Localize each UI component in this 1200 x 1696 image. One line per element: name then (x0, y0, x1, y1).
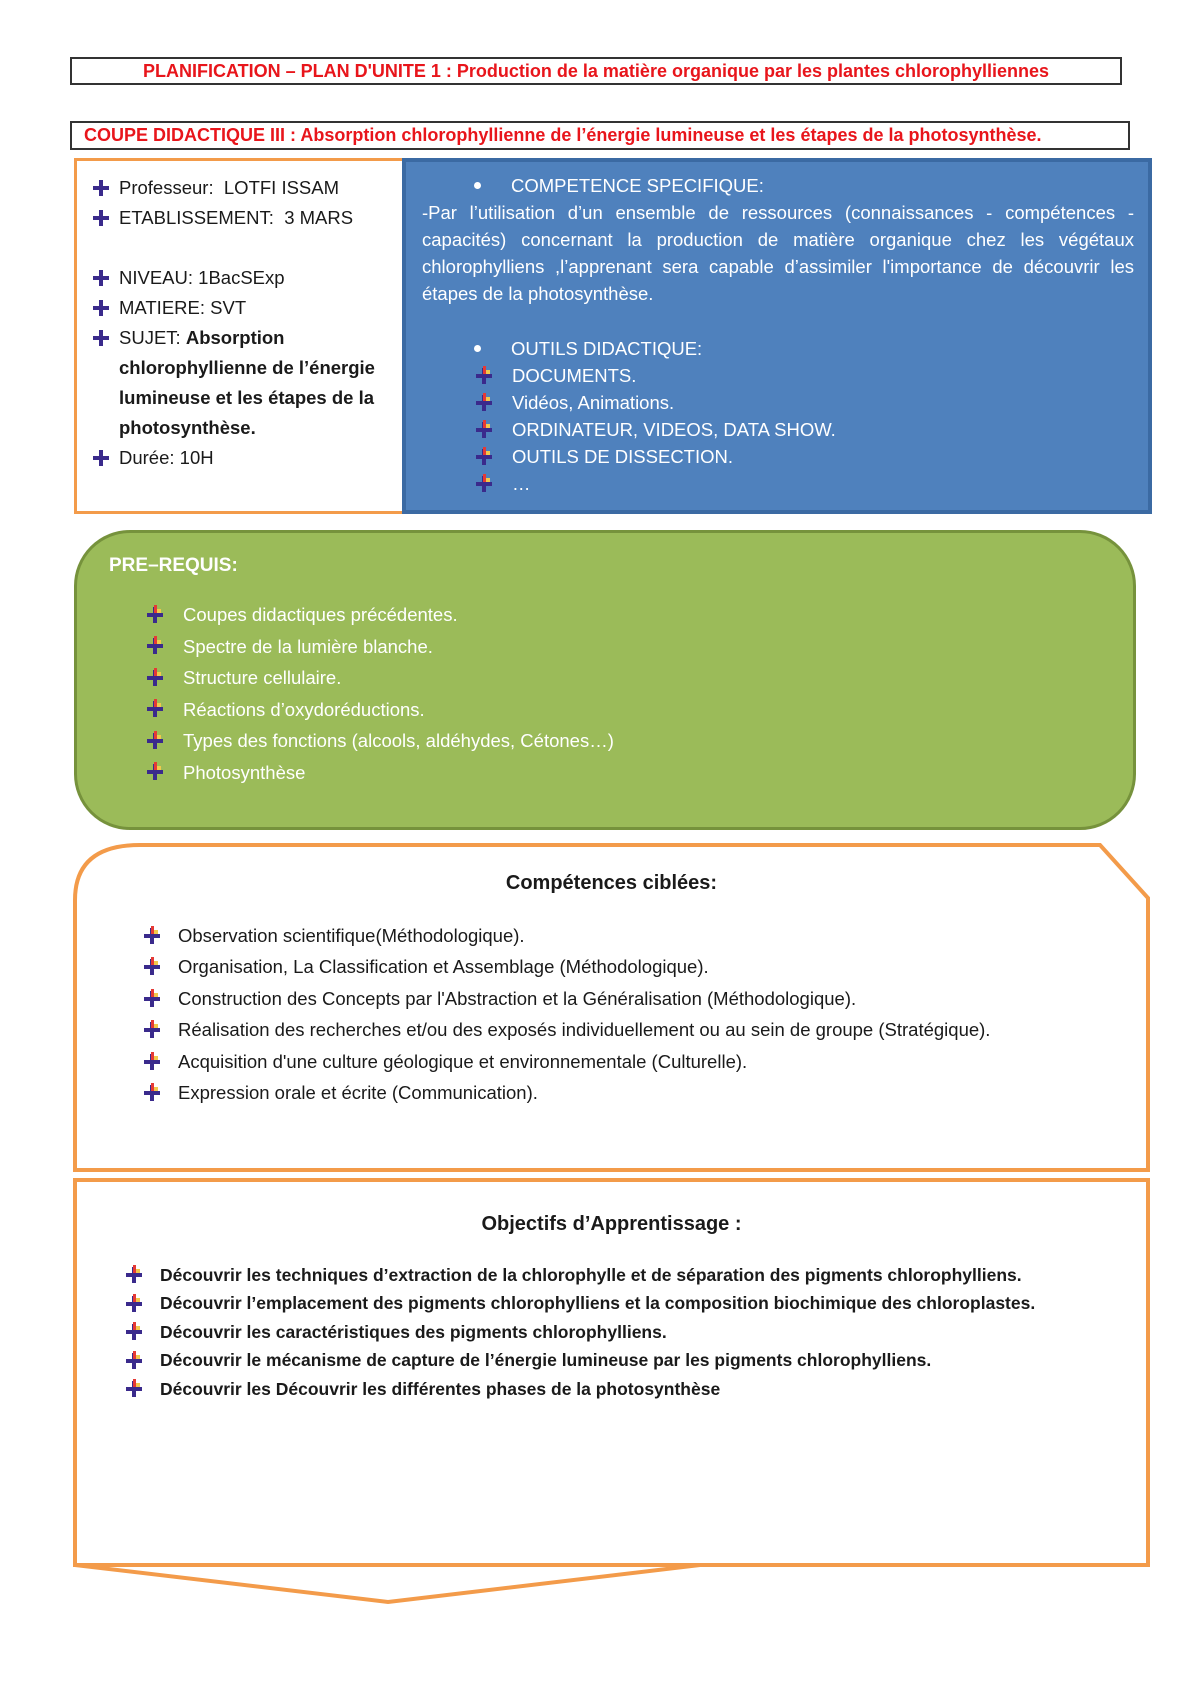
prerequis-item: Structure cellulaire. (109, 662, 1133, 694)
sujet-label: SUJET: (119, 327, 181, 348)
objectif-item: Découvrir le mécanisme de capture de l’énergie lumineuse par les pigments chlorophylliens. (124, 1347, 1134, 1376)
objectif-item: Découvrir l’emplacement des pigments chlorophylliens et la composition biochimique des chloroplastes. (124, 1290, 1134, 1319)
competence-item: Expression orale et écrite (Communication). (142, 1078, 1132, 1110)
etablissement-label: ETABLISSEMENT: (119, 207, 274, 228)
outils-item: … (422, 470, 1134, 497)
prerequis-title: PRE–REQUIS: (109, 555, 238, 576)
objectif-item: Découvrir les caractéristiques des pigments chlorophylliens. (124, 1318, 1134, 1347)
etablissement-value: 3 MARS (284, 207, 354, 228)
competences-ciblees-list (142, 920, 1132, 1109)
competences-ciblees-title: Compétences ciblées: (505, 872, 718, 894)
competence-item: Organisation, La Classification et Assemblage (Méthodologique). (142, 952, 1132, 984)
outils-item: OUTILS DE DISSECTION. (422, 443, 1134, 470)
competence-item: Construction des Concepts par l'Abstraction et la Généralisation (Méthodologique). (142, 983, 1132, 1015)
bullet-icon (142, 926, 162, 946)
objectif-item: Découvrir les Découvrir les différentes phases de la photosynthèse (124, 1375, 1134, 1404)
bullet-icon (142, 1020, 162, 1040)
matiere-value: SVT (210, 297, 247, 318)
sujet-line: lumineuse et les étapes de la (119, 387, 374, 408)
competence-title: COMPETENCE SPECIFIQUE: (511, 175, 764, 196)
outils-item: DOCUMENTS. (422, 362, 1134, 389)
bullet-icon (124, 1351, 144, 1371)
objectif-item: Découvrir les techniques d’extraction de la chlorophylle et de séparation des pigments chlorophylliens. (124, 1261, 1134, 1290)
outils-item: ORDINATEUR, VIDEOS, DATA SHOW. (422, 416, 1134, 443)
prerequis-item: Photosynthèse (109, 757, 1133, 789)
competence-item: Observation scientifique(Méthodologique). (142, 920, 1132, 952)
prerequis-item: Coupes didactiques précédentes. (109, 599, 1133, 631)
bullet-icon (142, 1083, 162, 1103)
niveau-label: NIVEAU: (119, 267, 194, 288)
page-title: PLANIFICATION – PLAN D'UNITE 1 : Production de la matière organique par les plantes chlorophylliennes (70, 57, 1122, 85)
prerequis-item: Spectre de la lumière blanche. (109, 631, 1133, 663)
bullet-icon (142, 1052, 162, 1072)
bullet-icon (124, 1294, 144, 1314)
duree-value: 10H (179, 447, 214, 468)
professeur-label: Professeur: (119, 177, 214, 198)
outils-title: OUTILS DIDACTIQUE: (511, 338, 703, 359)
bullet-icon (142, 957, 162, 977)
niveau-value: 1BacSExp (198, 267, 285, 288)
bullet-icon (124, 1322, 144, 1342)
competence-item: Acquisition d'une culture géologique et environnementale (Culturelle). (142, 1046, 1132, 1078)
bullet-icon (124, 1379, 144, 1399)
bullet-icon (124, 1265, 144, 1285)
bullet-icon (142, 989, 162, 1009)
outils-item: Vidéos, Animations. (422, 389, 1134, 416)
prerequis-item: Types des fonctions (alcools, aldéhydes, Cétones…) (109, 725, 1133, 757)
objectifs-list (124, 1261, 1134, 1404)
matiere-label: MATIERE: (119, 297, 205, 318)
sujet-line: chlorophyllienne de l’énergie (119, 357, 375, 378)
competence-text: -Par l’utilisation d’un ensemble de ressources (connaissances - compétences - capacités) concernant la production de matière organique chez les végétaux chlorophylliens ,l’apprenant sera capable d’assimiler l'importance de découvrir les étapes de la photosynthèse. (422, 202, 1134, 304)
prerequis-item: Réactions d’oxydoréductions. (109, 694, 1133, 726)
sujet-line: photosynthèse. (119, 417, 256, 438)
professeur-value: LOTFI ISSAM (223, 177, 340, 198)
duree-label: Durée: (119, 447, 175, 468)
sujet-line: Absorption (185, 327, 285, 348)
objectifs-title: Objectifs d’Apprentissage : (481, 1213, 742, 1235)
coupe-didactique-title: COUPE DIDACTIQUE III : Absorption chlorophyllienne de l’énergie lumineuse et les étapes de la photosynthèse. (70, 121, 1130, 150)
competence-item: Réalisation des recherches et/ou des exposés individuellement ou au sein de groupe (Stratégique). (142, 1015, 1132, 1047)
